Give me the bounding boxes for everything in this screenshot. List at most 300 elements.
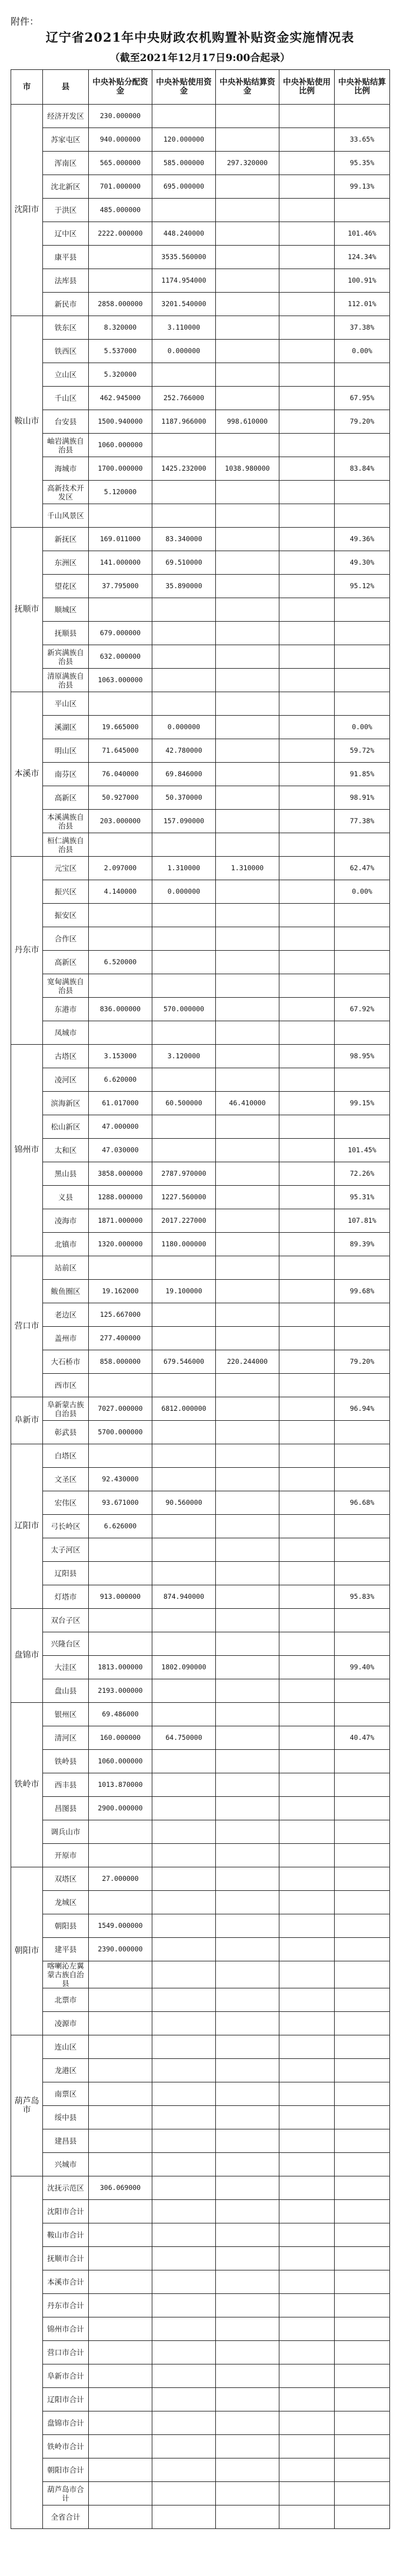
county-cell: 建平县 — [43, 1938, 89, 1961]
value-cell: 92.430000 — [89, 1468, 152, 1491]
table-row — [11, 1515, 390, 1538]
table-row — [11, 504, 390, 528]
value-cell — [279, 622, 335, 645]
value-cell: 157.090000 — [152, 810, 216, 833]
value-cell — [279, 880, 335, 904]
county-cell: 辽中区 — [43, 222, 89, 246]
value-cell — [89, 904, 152, 927]
value-cell: 46.410000 — [216, 1092, 279, 1115]
value-cell: 679.546000 — [152, 1350, 216, 1374]
value-cell — [216, 316, 279, 340]
value-cell — [89, 1256, 152, 1280]
value-cell — [279, 2035, 335, 2059]
county-cell: 喀喇沁左翼蒙古族自治县 — [43, 1961, 89, 1988]
value-cell — [152, 1515, 216, 1538]
value-cell — [335, 927, 390, 951]
value-cell: 49.36% — [335, 528, 390, 551]
table-row — [11, 716, 390, 739]
value-cell: 695.000000 — [152, 175, 216, 199]
value-cell — [152, 2082, 216, 2106]
county-cell: 站前区 — [43, 1256, 89, 1280]
table-row — [11, 1139, 390, 1162]
value-cell — [152, 2129, 216, 2153]
value-cell — [279, 269, 335, 293]
value-cell: 3858.000000 — [89, 1162, 152, 1186]
value-cell — [335, 1914, 390, 1938]
county-cell: 明山区 — [43, 739, 89, 763]
value-cell — [279, 2435, 335, 2458]
value-cell — [89, 504, 152, 528]
table-row — [11, 2341, 390, 2364]
value-cell — [279, 457, 335, 481]
value-cell — [152, 2012, 216, 2035]
value-cell — [279, 2153, 335, 2176]
county-cell: 兴隆台区 — [43, 1632, 89, 1656]
table-row — [11, 269, 390, 293]
value-cell — [89, 2364, 152, 2388]
value-cell — [216, 1021, 279, 1045]
subsidy-table — [11, 69, 390, 2529]
value-cell — [335, 199, 390, 222]
county-cell: 兴城市 — [43, 2153, 89, 2176]
table-row — [11, 763, 390, 786]
value-cell — [279, 1988, 335, 2012]
table-row — [11, 528, 390, 551]
county-cell: 元宝区 — [43, 857, 89, 880]
value-cell — [335, 1538, 390, 1562]
value-cell — [279, 363, 335, 387]
value-cell — [152, 2200, 216, 2223]
value-cell — [279, 1797, 335, 1820]
table-row — [11, 1844, 390, 1867]
value-cell — [279, 645, 335, 669]
county-cell: 滨海新区 — [43, 1092, 89, 1115]
table-row — [11, 810, 390, 833]
value-cell — [89, 2247, 152, 2270]
county-cell: 彰武县 — [43, 1421, 89, 1444]
county-cell: 大石桥市 — [43, 1350, 89, 1374]
value-cell: 72.26% — [335, 1162, 390, 1186]
value-cell — [89, 1844, 152, 1867]
value-cell — [279, 1397, 335, 1421]
value-cell — [152, 1256, 216, 1280]
value-cell: 3535.560000 — [152, 246, 216, 269]
county-cell: 盘锦市合计 — [43, 2411, 89, 2435]
value-cell — [279, 2012, 335, 2035]
table-row — [11, 1491, 390, 1515]
value-cell — [279, 410, 335, 434]
table-row — [11, 410, 390, 434]
value-cell — [216, 645, 279, 669]
value-cell — [216, 716, 279, 739]
value-cell — [335, 2153, 390, 2176]
value-cell — [335, 1256, 390, 1280]
value-cell — [279, 2317, 335, 2341]
county-cell: 阜新蒙古族自治县 — [43, 1397, 89, 1421]
value-cell — [335, 1068, 390, 1092]
value-cell — [152, 2388, 216, 2411]
value-cell: 61.017000 — [89, 1092, 152, 1115]
value-cell — [216, 340, 279, 363]
table-row — [11, 1703, 390, 1726]
value-cell — [279, 833, 335, 857]
county-cell: 南票区 — [43, 2082, 89, 2106]
county-cell: 法库县 — [43, 269, 89, 293]
value-cell — [152, 2035, 216, 2059]
value-cell: 836.000000 — [89, 998, 152, 1021]
value-cell: 50.370000 — [152, 786, 216, 810]
value-cell — [335, 504, 390, 528]
county-cell: 阜新市合计 — [43, 2364, 89, 2388]
value-cell — [89, 2388, 152, 2411]
county-cell: 顺城区 — [43, 598, 89, 622]
value-cell — [335, 1444, 390, 1468]
value-cell — [279, 1679, 335, 1703]
value-cell — [279, 1444, 335, 1468]
county-cell: 高新技术开发区 — [43, 481, 89, 504]
value-cell: 60.500000 — [152, 1092, 216, 1115]
value-cell: 1013.870000 — [89, 1773, 152, 1797]
value-cell — [335, 1750, 390, 1773]
value-cell — [279, 2411, 335, 2435]
value-cell: 1060.000000 — [89, 434, 152, 457]
value-cell: 7027.000000 — [89, 1397, 152, 1421]
value-cell — [152, 2247, 216, 2270]
value-cell — [216, 880, 279, 904]
table-row — [11, 1609, 390, 1632]
value-cell: 2900.000000 — [89, 1797, 152, 1820]
county-cell: 全省合计 — [43, 2505, 89, 2529]
table-row — [11, 2270, 390, 2294]
value-cell — [335, 2059, 390, 2082]
value-cell: 998.610000 — [216, 410, 279, 434]
value-cell — [335, 1820, 390, 1844]
value-cell: 19.162000 — [89, 1280, 152, 1303]
city-cell: 葫芦岛市 — [11, 2035, 43, 2176]
value-cell — [335, 974, 390, 998]
value-cell — [152, 1703, 216, 1726]
value-cell: 8.320000 — [89, 316, 152, 340]
value-cell: 1187.966000 — [152, 410, 216, 434]
value-cell — [152, 1139, 216, 1162]
value-cell: 485.000000 — [89, 199, 152, 222]
value-cell — [279, 2176, 335, 2200]
value-cell — [89, 2106, 152, 2129]
value-cell — [335, 2106, 390, 2129]
value-cell — [335, 434, 390, 457]
value-cell — [335, 2294, 390, 2317]
value-cell: 277.400000 — [89, 1327, 152, 1350]
value-cell — [152, 833, 216, 857]
value-cell — [279, 1068, 335, 1092]
value-cell — [152, 2176, 216, 2200]
value-cell — [279, 434, 335, 457]
value-cell — [216, 2411, 279, 2435]
value-cell: 5.320000 — [89, 363, 152, 387]
county-cell: 铁西区 — [43, 340, 89, 363]
table-row — [11, 951, 390, 974]
value-cell — [216, 1679, 279, 1703]
value-cell: 69.510000 — [152, 551, 216, 575]
value-cell — [279, 1233, 335, 1256]
value-cell — [335, 1844, 390, 1867]
table-row — [11, 434, 390, 457]
county-cell: 高新区 — [43, 951, 89, 974]
value-cell: 95.12% — [335, 575, 390, 598]
value-cell — [89, 2200, 152, 2223]
value-cell: 107.81% — [335, 1209, 390, 1233]
value-cell — [152, 1115, 216, 1139]
table-row — [11, 1585, 390, 1609]
table-row — [11, 1656, 390, 1679]
value-cell: 35.890000 — [152, 575, 216, 598]
value-cell — [279, 2129, 335, 2153]
table-row — [11, 1233, 390, 1256]
value-cell — [89, 1820, 152, 1844]
value-cell — [279, 974, 335, 998]
value-cell — [279, 1092, 335, 1115]
value-cell — [279, 293, 335, 316]
county-cell: 浑南区 — [43, 152, 89, 175]
value-cell — [279, 1703, 335, 1726]
value-cell — [152, 1021, 216, 1045]
value-cell: 6.620000 — [89, 1068, 152, 1092]
value-cell: 2390.000000 — [89, 1938, 152, 1961]
county-cell: 双塔区 — [43, 1867, 89, 1891]
value-cell — [216, 1397, 279, 1421]
value-cell: 1813.000000 — [89, 1656, 152, 1679]
value-cell — [279, 2059, 335, 2082]
value-cell — [279, 528, 335, 551]
value-cell: 98.91% — [335, 786, 390, 810]
value-cell — [89, 2223, 152, 2247]
county-cell: 鲅鱼圈区 — [43, 1280, 89, 1303]
county-cell: 灯塔市 — [43, 1585, 89, 1609]
county-cell: 开原市 — [43, 1844, 89, 1867]
table-row — [11, 998, 390, 1021]
value-cell — [216, 1068, 279, 1092]
county-cell: 凌河区 — [43, 1068, 89, 1092]
value-cell — [335, 904, 390, 927]
value-cell — [335, 1468, 390, 1491]
table-row — [11, 1045, 390, 1068]
value-cell — [335, 2129, 390, 2153]
value-cell — [279, 1303, 335, 1327]
city-cell — [11, 2176, 43, 2529]
value-cell — [279, 1350, 335, 1374]
city-cell: 盘锦市 — [11, 1609, 43, 1703]
value-cell — [335, 1327, 390, 1350]
value-cell — [216, 2270, 279, 2294]
table-row — [11, 645, 390, 669]
value-cell — [279, 2200, 335, 2223]
county-cell: 绥中县 — [43, 2106, 89, 2129]
value-cell — [89, 2317, 152, 2341]
value-cell — [216, 1773, 279, 1797]
value-cell — [335, 669, 390, 692]
table-row — [11, 222, 390, 246]
value-cell — [279, 2294, 335, 2317]
county-cell: 铁东区 — [43, 316, 89, 340]
value-cell — [279, 904, 335, 927]
table-row — [11, 1820, 390, 1844]
value-cell — [89, 269, 152, 293]
value-cell — [216, 1209, 279, 1233]
header-settle-ratio: 中央补贴结算比例 — [335, 70, 390, 105]
value-cell: 252.766000 — [152, 387, 216, 410]
value-cell: 1700.000000 — [89, 457, 152, 481]
county-cell: 文圣区 — [43, 1468, 89, 1491]
value-cell: 40.47% — [335, 1726, 390, 1750]
value-cell — [152, 434, 216, 457]
value-cell — [279, 2223, 335, 2247]
county-cell: 新抚区 — [43, 528, 89, 551]
table-row — [11, 2458, 390, 2482]
value-cell: 1060.000000 — [89, 1750, 152, 1773]
value-cell — [216, 1961, 279, 1988]
value-cell — [152, 1632, 216, 1656]
value-cell — [152, 1750, 216, 1773]
county-cell: 盖州市 — [43, 1327, 89, 1350]
value-cell: 2.097000 — [89, 857, 152, 880]
county-cell: 葫芦岛市合计 — [43, 2482, 89, 2505]
county-cell: 大洼区 — [43, 1656, 89, 1679]
table-row — [11, 2200, 390, 2223]
table-row — [11, 175, 390, 199]
value-cell — [335, 2223, 390, 2247]
value-cell — [216, 2012, 279, 2035]
value-cell — [216, 1820, 279, 1844]
value-cell — [216, 1186, 279, 1209]
table-row — [11, 1186, 390, 1209]
value-cell — [216, 2223, 279, 2247]
value-cell — [335, 2435, 390, 2458]
value-cell: 570.000000 — [152, 998, 216, 1021]
value-cell: 297.320000 — [216, 152, 279, 175]
value-cell — [152, 598, 216, 622]
value-cell: 6.520000 — [89, 951, 152, 974]
county-cell: 太和区 — [43, 1139, 89, 1162]
value-cell — [89, 246, 152, 269]
table-row — [11, 2223, 390, 2247]
county-cell: 台安县 — [43, 410, 89, 434]
table-row — [11, 2388, 390, 2411]
value-cell — [335, 2482, 390, 2505]
value-cell — [279, 551, 335, 575]
value-cell — [89, 1562, 152, 1585]
value-cell: 585.000000 — [152, 152, 216, 175]
value-cell — [335, 1115, 390, 1139]
county-cell: 义县 — [43, 1186, 89, 1209]
value-cell: 1500.940000 — [89, 410, 152, 434]
value-cell — [89, 1609, 152, 1632]
value-cell — [216, 1703, 279, 1726]
value-cell — [279, 1421, 335, 1444]
value-cell — [279, 1374, 335, 1397]
value-cell: 95.83% — [335, 1585, 390, 1609]
city-cell: 阜新市 — [11, 1397, 43, 1444]
county-cell: 凤城市 — [43, 1021, 89, 1045]
value-cell — [279, 1609, 335, 1632]
value-cell — [216, 1844, 279, 1867]
value-cell: 120.000000 — [152, 128, 216, 152]
county-cell: 龙港区 — [43, 2059, 89, 2082]
table-row — [11, 1162, 390, 1186]
value-cell: 0.00% — [335, 340, 390, 363]
value-cell — [152, 2482, 216, 2505]
value-cell — [216, 951, 279, 974]
value-cell — [89, 2505, 152, 2529]
value-cell — [216, 786, 279, 810]
table-row — [11, 2505, 390, 2529]
value-cell — [216, 1468, 279, 1491]
table-row — [11, 739, 390, 763]
value-cell — [216, 974, 279, 998]
value-cell — [216, 2505, 279, 2529]
value-cell — [335, 1867, 390, 1891]
table-row — [11, 1891, 390, 1914]
county-cell: 松山新区 — [43, 1115, 89, 1139]
value-cell — [279, 2106, 335, 2129]
county-cell: 凌源市 — [43, 2012, 89, 2035]
value-cell: 99.15% — [335, 1092, 390, 1115]
table-row — [11, 481, 390, 504]
value-cell — [216, 2341, 279, 2364]
value-cell — [152, 1797, 216, 1820]
county-cell: 溪湖区 — [43, 716, 89, 739]
value-cell — [335, 1609, 390, 1632]
value-cell: 679.000000 — [89, 622, 152, 645]
value-cell — [89, 927, 152, 951]
value-cell — [216, 222, 279, 246]
value-cell — [279, 1562, 335, 1585]
value-cell — [279, 1209, 335, 1233]
value-cell: 59.72% — [335, 739, 390, 763]
county-cell: 古塔区 — [43, 1045, 89, 1068]
value-cell: 19.100000 — [152, 1280, 216, 1303]
table-row — [11, 387, 390, 410]
value-cell — [216, 2106, 279, 2129]
value-cell — [279, 575, 335, 598]
value-cell: 462.945000 — [89, 387, 152, 410]
value-cell — [89, 1891, 152, 1914]
value-cell: 2193.000000 — [89, 1679, 152, 1703]
table-row — [11, 2012, 390, 2035]
county-cell: 苏家屯区 — [43, 128, 89, 152]
table-row — [11, 2153, 390, 2176]
table-body — [11, 105, 390, 2529]
value-cell: 169.011000 — [89, 528, 152, 551]
value-cell — [335, 1562, 390, 1585]
table-row — [11, 1562, 390, 1585]
value-cell — [216, 128, 279, 152]
county-cell: 岫岩满族自治县 — [43, 434, 89, 457]
value-cell — [89, 1632, 152, 1656]
value-cell: 230.000000 — [89, 105, 152, 128]
value-cell — [335, 363, 390, 387]
value-cell: 64.750000 — [152, 1726, 216, 1750]
table-row — [11, 1303, 390, 1327]
value-cell — [335, 2458, 390, 2482]
value-cell: 33.65% — [335, 128, 390, 152]
value-cell: 6812.000000 — [152, 1397, 216, 1421]
value-cell: 858.000000 — [89, 1350, 152, 1374]
value-cell — [89, 1538, 152, 1562]
table-row — [11, 622, 390, 645]
table-row — [11, 199, 390, 222]
value-cell — [335, 1632, 390, 1656]
value-cell — [152, 1961, 216, 1988]
